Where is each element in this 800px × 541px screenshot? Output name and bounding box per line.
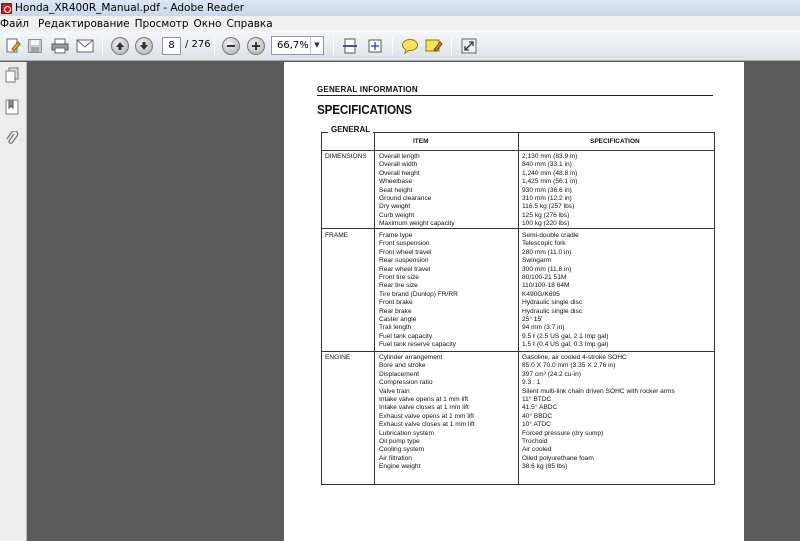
frame-items [379, 232, 458, 349]
table-cell: Front tire size [379, 273, 419, 281]
header-rule [317, 95, 713, 96]
next-page-button[interactable] [134, 36, 154, 56]
highlight-icon[interactable] [424, 36, 444, 56]
email-icon[interactable] [75, 36, 95, 56]
table-cell: Maximum weight capacity [379, 220, 455, 228]
chevron-down-icon[interactable]: ▼ [310, 37, 323, 54]
table-cell: Front wheel travel [379, 248, 432, 256]
table-cell: 94 mm (3.7 in) [522, 324, 565, 332]
table-cell: Air cooled [522, 446, 552, 454]
attachments-icon[interactable] [3, 130, 21, 148]
engine-items [379, 354, 475, 471]
table-cell: Hydraulic single disc [522, 299, 583, 307]
table-cell: Rear tire size [379, 282, 418, 290]
table-cell: 10° ATDC [522, 421, 551, 429]
table-cell: Caster angle [379, 315, 417, 323]
table-cell: Curb weight [379, 211, 415, 219]
previous-page-button[interactable] [110, 36, 130, 56]
table-cell: Tire brand (Dunlop) FR/RR [379, 290, 458, 298]
table-cell: Fuel tank capacity [379, 332, 433, 340]
table-cell: Front suspension [379, 240, 430, 248]
table-cell: 1,425 mm (56.1 in) [522, 178, 578, 186]
table-cell: Intake valve closes at 1 mm lift [379, 404, 469, 412]
pages-icon[interactable] [3, 66, 21, 84]
table-cell: Lubrication system [379, 429, 434, 437]
table-cell: Compression ratio [379, 379, 433, 387]
table-cell: 300 mm (11.8 in) [522, 265, 572, 273]
table-cell: Hydraulic single disc [522, 307, 583, 315]
table-cell: 397 cm³ (24.2 cu-in) [522, 370, 581, 378]
table-cell: Exhaust valve closes at 1 mm lift [379, 421, 475, 429]
general-group-label: GENERAL [328, 125, 373, 134]
table-cell: Exhaust valve opens at 1 mm lift [379, 412, 474, 420]
table-cell: 9.3 : 1 [522, 379, 541, 387]
table-cell: 1.5 ℓ (0.4 US gal, 0.3 Imp gal) [522, 341, 609, 349]
title-bar [0, 0, 800, 16]
table-cell: Oil pump type [379, 437, 420, 445]
table-cell: 840 mm (33.1 in) [522, 161, 572, 169]
bookmarks-icon[interactable] [3, 98, 21, 116]
comment-icon[interactable] [400, 36, 420, 56]
table-cell: Oiled polyurethane foam [522, 454, 594, 462]
table-cell: Forced pressure (dry sump) [522, 429, 604, 437]
table-cell: 280 mm (11.0 in) [522, 248, 572, 256]
specifications-table [321, 132, 715, 485]
expand-icon[interactable] [459, 36, 479, 56]
table-cell: Overall height [379, 169, 420, 177]
menu-view[interactable]: Просмотр [134, 17, 189, 30]
column-header-item: ITEM [413, 138, 429, 145]
zoom-select[interactable] [271, 36, 324, 55]
table-cell: Silent multi-link chain driven SOHC with rocker arms [522, 387, 675, 395]
table-cell: 930 mm (36.6 in) [522, 186, 572, 194]
menu-file[interactable]: Файл [0, 17, 30, 30]
table-cell: Overall length [379, 153, 420, 160]
table-cell: Trochoid [522, 437, 548, 445]
engine-specs [522, 354, 675, 471]
table-cell: Rear brake [379, 307, 412, 315]
create-pdf-icon[interactable] [3, 36, 23, 56]
table-cell: Air filtration [379, 454, 412, 462]
table-cell: K490G/K695 [522, 290, 560, 298]
menu-bar [0, 16, 800, 31]
zoom-value: 66,7% [277, 40, 309, 51]
table-cell: Engine weight [379, 463, 421, 471]
zoom-in-button[interactable] [246, 36, 266, 56]
table-cell: Dry weight [379, 203, 411, 211]
table-cell: Bore and stroke [379, 362, 426, 370]
menu-help[interactable]: Справка [226, 17, 273, 30]
table-cell: 310 mm (12.2 in) [522, 194, 572, 202]
table-cell: Rear wheel travel [379, 265, 431, 273]
table-cell: Trail length [379, 324, 412, 332]
table-cell: Swingarm [522, 257, 552, 265]
menu-edit[interactable]: Редактирование [38, 17, 130, 30]
page-header: GENERAL INFORMATION [317, 85, 418, 94]
table-cell: Wheelbase [379, 178, 412, 186]
save-icon[interactable] [25, 36, 45, 56]
section-label-frame: FRAME [325, 232, 349, 239]
toolbar [0, 31, 800, 61]
page-title: SPECIFICATIONS [317, 102, 412, 117]
table-cell: Overall width [379, 161, 418, 169]
table-cell: Frame type [379, 232, 413, 239]
table-cell: 41.5° ABDC [522, 404, 558, 412]
table-cell: Front brake [379, 299, 413, 307]
section-label-engine: ENGINE [325, 354, 351, 361]
column-header-specification: SPECIFICATION [590, 138, 640, 145]
table-cell: Valve train [379, 387, 410, 395]
table-cell: Intake valve opens at 1 mm lift [379, 395, 469, 403]
table-cell: Semi-double cradle [522, 232, 579, 239]
table-cell: 125 kg (276 lbs) [522, 211, 570, 219]
table-cell: 38.6 kg (85 lbs) [522, 463, 568, 471]
frame-specs [522, 232, 608, 349]
page-number-input[interactable]: 8 [162, 37, 181, 55]
table-cell: Rear suspension [379, 257, 429, 265]
zoom-out-button[interactable] [221, 36, 241, 56]
table-cell: Cooling system [379, 446, 425, 454]
table-cell: Telescopic fork [522, 240, 566, 248]
table-cell: 116.5 kg (257 lbs) [522, 203, 575, 211]
window-title: Honda_XR400R_Manual.pdf - Adobe Reader [15, 2, 245, 14]
document-page [284, 62, 744, 541]
print-icon[interactable] [50, 36, 70, 56]
table-cell: 11° BTDC [522, 395, 552, 403]
table-cell: Gasoline, air cooled 4-stroke SOHC [522, 354, 627, 361]
table-cell: Ground clearance [379, 194, 432, 202]
table-cell: 100 kg (220 lbs) [522, 220, 570, 228]
table-cell: 1,240 mm (48.8 in) [522, 169, 578, 177]
adobe-reader-icon [1, 3, 12, 14]
table-cell: 40° BBDC [522, 412, 553, 420]
fit-page-icon[interactable] [340, 36, 360, 56]
table-cell: 80/100-21 51M [522, 273, 567, 281]
fit-width-icon[interactable] [365, 36, 385, 56]
table-cell: 9.5 ℓ (2.5 US gal, 2.1 Imp gal) [522, 332, 609, 340]
table-cell: 110/100-18 64M [522, 282, 570, 290]
table-cell: 25° 15' [522, 315, 543, 323]
dimensions-items [379, 153, 455, 229]
table-cell: Fuel tank reserve capacity [379, 341, 456, 349]
menu-window[interactable]: Окно [193, 17, 222, 30]
table-cell: 2,130 mm (83.9 in) [522, 153, 578, 160]
table-cell: Seat height [379, 186, 413, 194]
table-cell: 85.0 X 70.0 mm (3.35 X 2.76 in) [522, 362, 616, 370]
page-total: / 276 [185, 39, 211, 50]
navigation-panel [0, 62, 27, 541]
section-label-dimensions: DIMENSIONS [325, 153, 367, 160]
table-cell: Displacement [379, 370, 419, 378]
table-cell: Cylinder arrangement [379, 354, 443, 361]
dimensions-specs [522, 153, 577, 229]
